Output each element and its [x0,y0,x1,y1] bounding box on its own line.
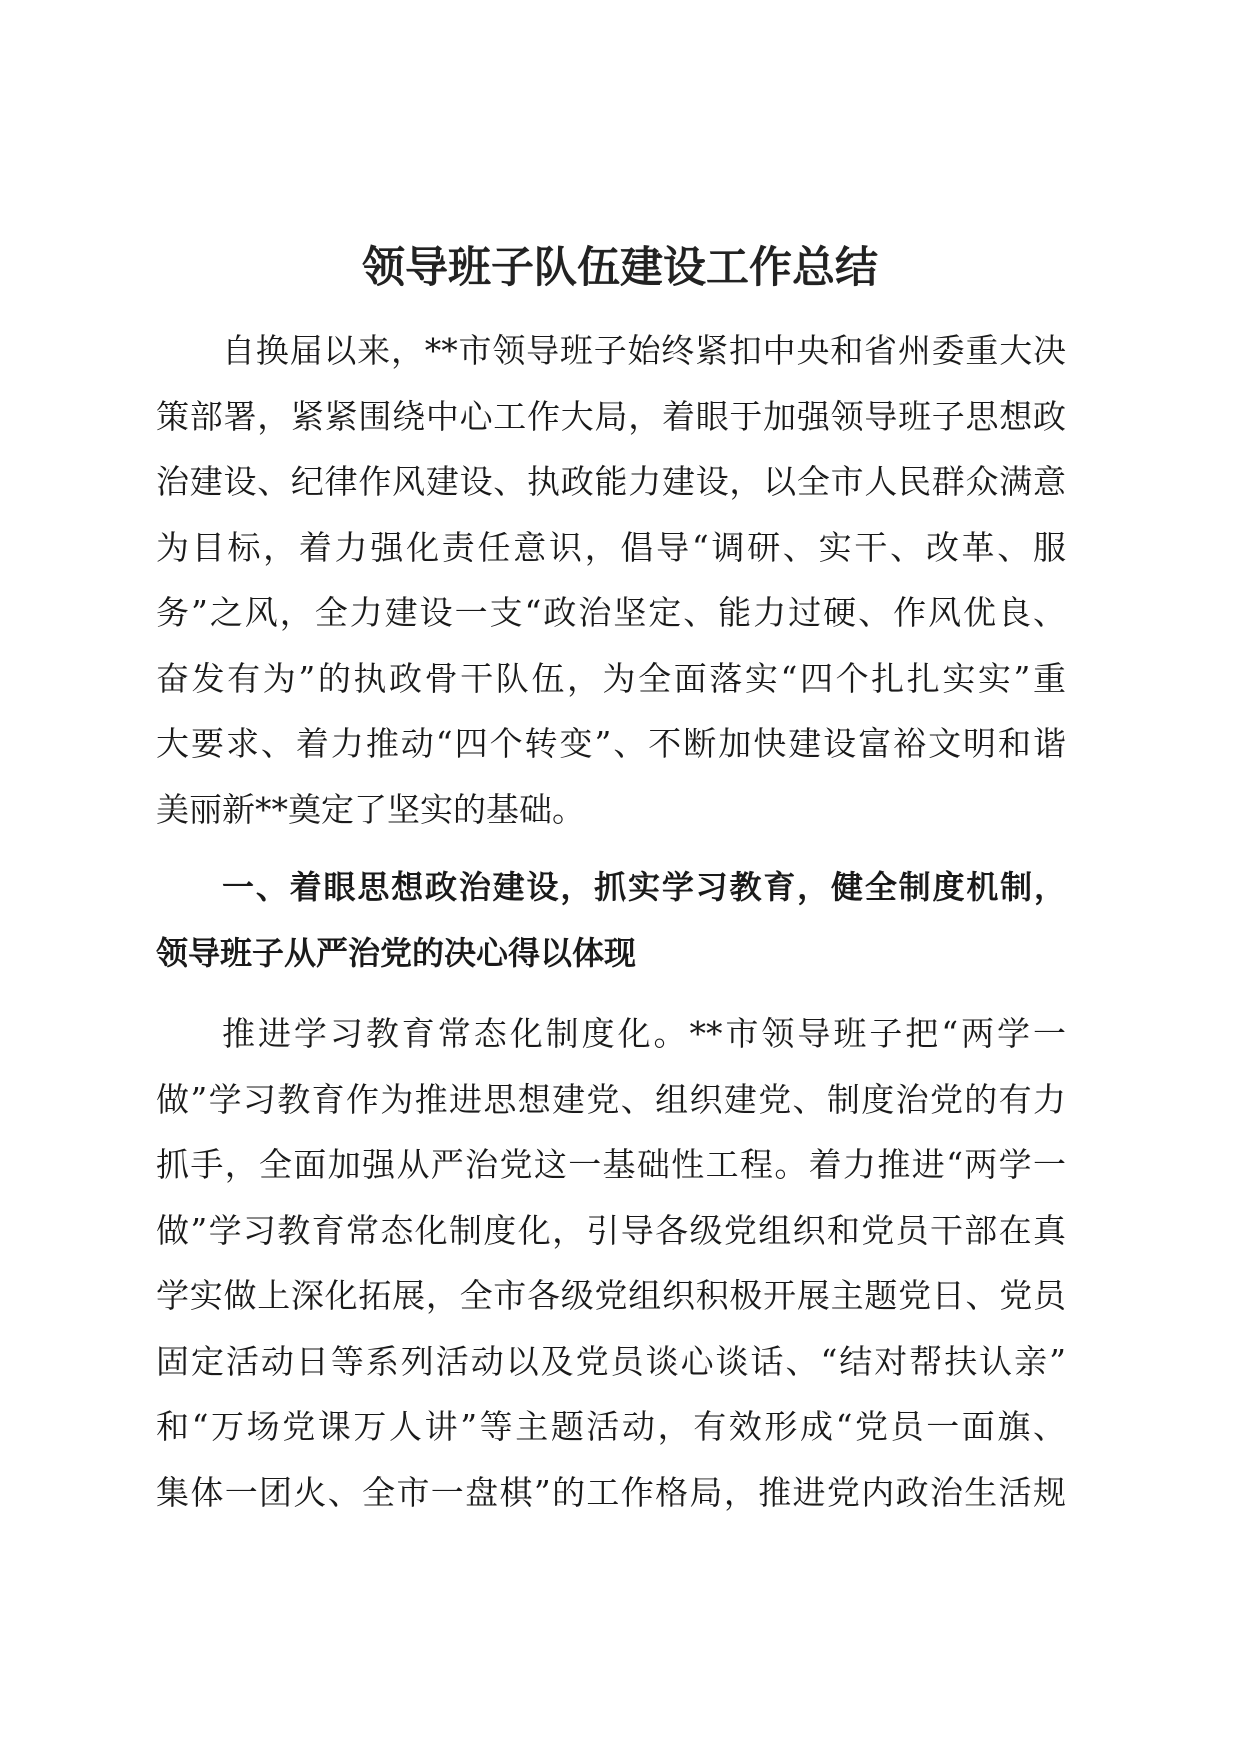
text-line: 做”学习教育作为推进思想建党、组织建党、制度治党的有力 [156,1079,1066,1119]
section-paragraph [156,1001,1066,1525]
text-line: 自换届以来，**市领导班子始终紧扣中央和省州委重大决 [222,331,1066,370]
text-line: 学实做上深化拓展，全市各级党组织积极开展主题党日、党员 [156,1276,1066,1315]
text-line: 推进学习教育常态化制度化。**市领导班子把“两学一 [222,1014,1066,1053]
heading-line: 一、着眼思想政治建设，抓实学习教育，健全制度机制， [222,868,1066,906]
text-line: 做”学习教育常态化制度化，引导各级党组织和党员干部在真 [156,1210,1066,1250]
text-line: 大要求、着力推动“四个转变”、不断加快建设富裕文明和谐 [156,724,1066,763]
text-line: 为目标，着力强化责任意识，倡导“调研、实干、改革、服 [156,527,1066,567]
text-line: 策部署，紧紧围绕中心工作大局，着眼于加强领导班子思想政 [156,396,1066,436]
document-title: 领导班子队伍建设工作总结 [362,243,878,293]
section-heading [156,855,1066,986]
text-line: 治建设、纪律作风建设、执政能力建设，以全市人民群众满意 [156,462,1066,501]
heading-line: 领导班子从严治党的决心得以体现 [156,933,637,972]
text-line: 奋发有为”的执政骨干队伍，为全面落实“四个扎扎实实”重 [156,658,1066,698]
text-line: 固定活动日等系列活动以及党员谈心谈话、“结对帮扶认亲” [156,1341,1066,1381]
text-line: 务”之风，全力建设一支“政治坚定、能力过硬、作风优良、 [156,593,1066,632]
text-line: 和“万场党课万人讲”等主题活动，有效形成“党员一面旗、 [156,1407,1066,1446]
text-line: 抓手，全面加强从严治党这一基础性工程。着力推进“两学一 [156,1145,1066,1184]
text-line: 集体一团火、全市一盘棋”的工作格局，推进党内政治生活规 [156,1472,1066,1512]
intro-paragraph [156,318,1066,842]
text-line: 美丽新**奠定了坚实的基础。 [156,789,585,829]
